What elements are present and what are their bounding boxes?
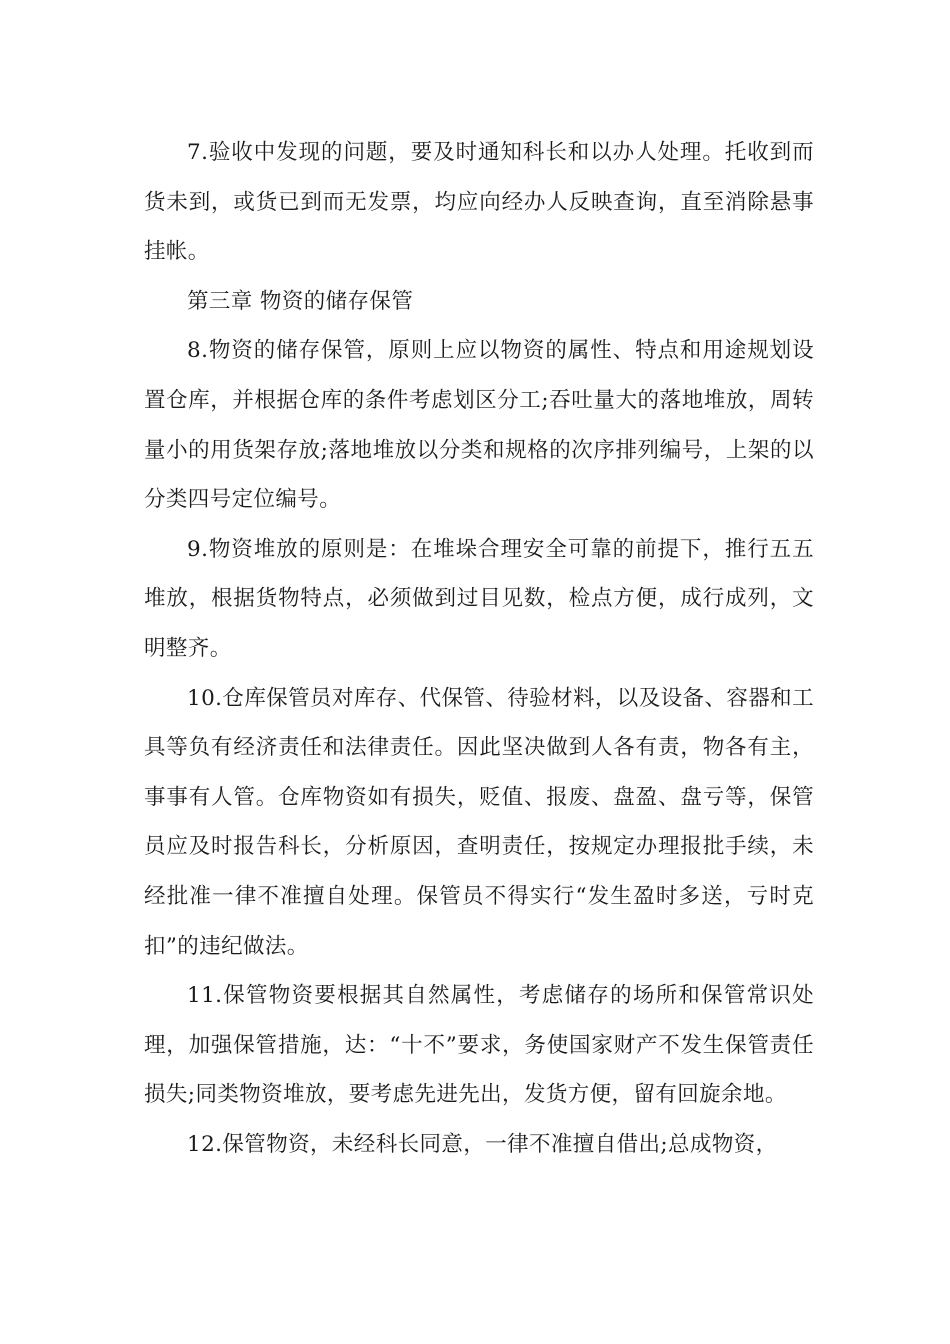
chapter-heading: 第三章 物资的储存保管	[187, 288, 414, 314]
paragraph-9: 9.物资堆放的原则是：在堆垛合理安全可靠的前提下，推行五五堆放，根据货物特点，必须做到过目见数，检点方便，成行成列，文明整齐。	[144, 536, 814, 661]
paragraph-7: 7.验收中发现的问题，要及时通知科长和以办人处理。托收到而货未到，或货已到而无发票，均应向经办人反映查询，直至消除悬事挂帐。	[144, 140, 814, 265]
paragraph-10: 10.仓库保管员对库存、代保管、待验材料，以及设备、容器和工具等负有经济责任和法律责任。因此坚决做到人各有责，物各有主，事事有人管。仓库物资如有损失，贬值、报废、盘盈、盘亏等，保管员应及时报告科长，分析原因，查明责任，按规定办理报批手续，未经批准一律不准擅自处理。保管员不得实行“发生盈时多送，亏时克扣”的违纪做法。	[144, 685, 814, 959]
paragraph-8: 8.物资的储存保管，原则上应以物资的属性、特点和用途规划设置仓库，并根据仓库的条件考虑划区分工;吞吐量大的落地堆放，周转量小的用货架存放;落地堆放以分类和规格的次序排列编号，上架的以分类四号定位编号。	[144, 338, 814, 513]
document-body	[144, 128, 814, 1169]
paragraph-11: 11.保管物资要根据其自然属性，考虑储存的场所和保管常识处理，加强保管措施，达：“十不”要求，务使国家财产不发生保管责任损失;同类物资堆放，要考虑先进先出，发货方便，留有回旋余地。	[144, 983, 814, 1108]
paragraph-12: 12.保管物资，未经科长同意，一律不准擅自借出;总成物资，	[187, 1131, 778, 1157]
